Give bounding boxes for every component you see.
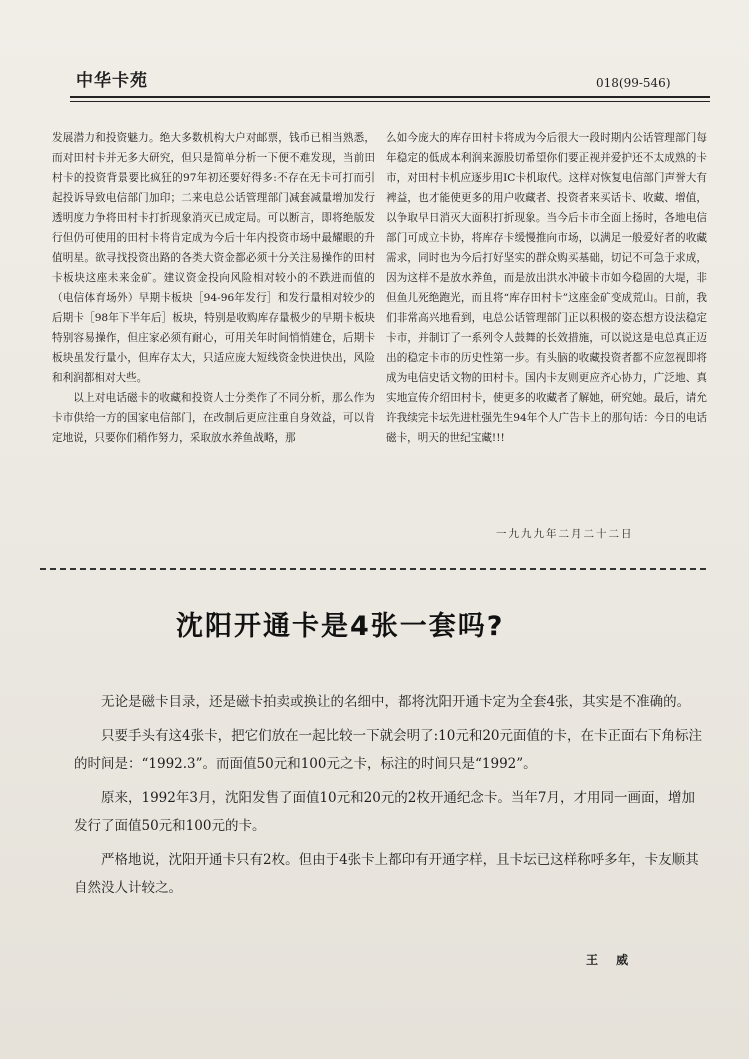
left-column <box>52 128 375 448</box>
section-divider <box>40 568 706 570</box>
article-paragraph-2: 只要手头有这4张卡，把它们放在一起比较一下就会明了:10元和20元面值的卡，在卡正面右下角标注的时间是：“1992.3”。而面值50元和100元之卡，标注的时间只是“1992”。 <box>74 728 702 772</box>
article-paragraph-1: 无论是磁卡目录，还是磁卡拍卖或换让的名细中，都将沈阳开通卡定为全套4张，其实是不准确的。 <box>101 694 691 710</box>
right-paragraph-1: 么如今庞大的库存田村卡将成为今后很大一段时期内公话管理部门每年稳定的低成本利润来源股切希望你们要正视并爱护还不太成熟的卡市，对田村卡机应逐步用IC卡机取代。这样对恢复电信部门声誉大有裨益，也才能使更多的用户收藏者、投资者来买话卡、收藏、增值，以争取早日消灭大面积打折现象。当今后卡市全面上扬时，各地电信部门可成立卡协，将库存卡缓慢推向市场，以满足一般爱好者的收藏需求，同时也为今后打好坚实的群众购买基础，切记不可急于求成，因为这样不是放水养鱼，而是放出洪水冲破卡市如今稳固的大堤，非但鱼儿死绝跑光，而且将“库存田村卡”这座金矿变成荒山。日前，我们非常高兴地看到，电总公话管理部门正以积极的姿态想方设法稳定卡市，并制订了一系列令人鼓舞的长效措施，可以说这是电总真正迈出的稳定卡市的历史性第一步。有头脑的收藏投资者都不应忽视即将成为电信史话文物的田村卡。国内卡友则更应齐心协力，广泛地、真实地宣传介绍田村卡，使更多的收藏者了解她，研究她。最后，请允许我续完卡坛先进杜强先生94年个人广告卡上的那句话：今日的电话磁卡，明天的世纪宝藏!!! <box>386 132 707 444</box>
magazine-section-title: 中华卡苑 <box>76 71 148 91</box>
signoff-date: 一九九九年二月二十二日 <box>496 528 634 540</box>
left-paragraph-2: 以上对电话磁卡的收藏和投资人士分类作了不同分析，那么作为卡市供给一方的国家电信部门，在改制后更应注重自身效益，可以肯定地说，只要你们稍作努力，采取放水养鱼战略，那 <box>52 392 375 444</box>
article-author: 王 威 <box>586 953 636 967</box>
article-paragraph-3: 原来，1992年3月，沈阳发售了面值10元和20元的2枚开通纪念卡。当年7月，才用同一画面，增加发行了面值50元和100元的卡。 <box>74 790 695 834</box>
right-column <box>386 128 707 448</box>
page-code: 018(99-546) <box>596 76 671 90</box>
header-rule <box>70 96 710 98</box>
left-paragraph-1: 发展潜力和投资魅力。绝大多数机构大户对邮票，钱币已相当熟悉，而对田村卡并无多大研究，但只是简单分析一下便不难发现，当前田村卡的投资背景要比疯狂的97年初还要好得多:不存在无卡可打而引起投诉导致电信部门加印；二来电总公话管理部门减套减量增加发行透明度力争将田村卡打折现象消灭已成定局。可以断言，即将绝版发行但仍可使用的田村卡将肯定成为今后十年内投资市场中最耀眼的升值明星。欲寻找投资出路的各类大资金都必须十分关注易操作的田村卡板块这座未来金矿。建议资金投向风险相对较小的不跌进而值的（电信体育场外）早期卡板块［94-96年发行］和发行量相对较少的后期卡［98年下半年后］板块，特别是收购库存量极少的早期卡板块特别容易操作，但庄家必须有耐心，可用关年时间悄悄建仓，后期卡板块虽发行量小，但库存太大，只适应庞大短线资金快进快出，风险和利润都相对大些。 <box>52 132 375 384</box>
header-rule-thin <box>70 101 710 102</box>
article-paragraph-4: 严格地说，沈阳开通卡只有2枚。但由于4张卡上都印有开通字样，且卡坛已这样称呼多年，卡友顺其自然没人计较之。 <box>74 852 699 896</box>
article-body <box>74 688 704 908</box>
article-title: 沈阳开通卡是4张一套吗? <box>176 611 505 642</box>
